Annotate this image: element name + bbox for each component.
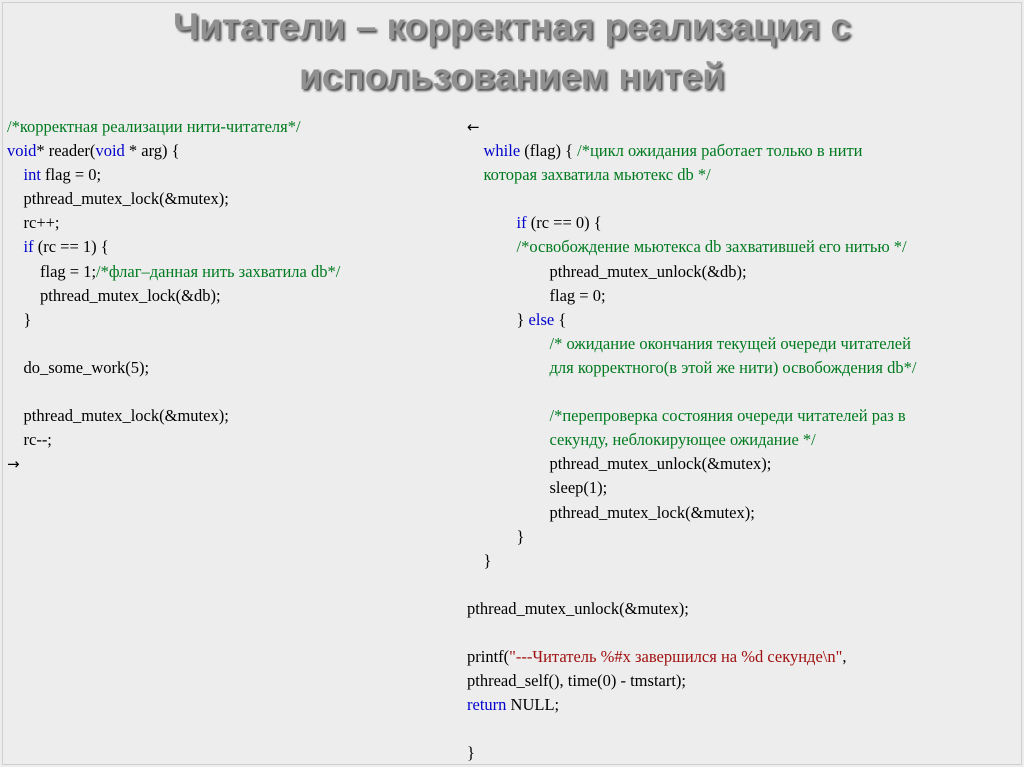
code-token: flag = 0; — [40, 165, 102, 185]
code-line — [467, 356, 916, 380]
code-line — [467, 741, 916, 765]
code-token: if — [23, 237, 34, 257]
code-token: (rc == 1) { — [33, 237, 109, 257]
code-line — [467, 525, 916, 549]
code-token: NULL; — [506, 695, 560, 715]
code-line — [467, 621, 916, 645]
slide-title-line-2: использованием нитей — [299, 56, 725, 97]
code-line — [467, 549, 916, 573]
code-token: , — [842, 647, 847, 667]
code-token — [7, 165, 24, 184]
code-line — [467, 139, 916, 163]
code-token: /*корректная реализации нити-читателя*/ — [7, 117, 301, 136]
code-token: pthread_mutex_lock(&mutex); — [7, 189, 229, 209]
code-token: while — [483, 141, 521, 161]
code-token — [7, 237, 24, 256]
code-token: для корректного(в этой же нити) освобождения db*/ — [467, 357, 917, 377]
code-line — [467, 404, 916, 428]
code-line — [467, 211, 916, 235]
code-line — [467, 501, 916, 525]
code-line — [467, 645, 916, 669]
code-token: } — [467, 526, 525, 546]
code-token: flag = 1; — [7, 261, 97, 281]
slide-title-line-1: Читатели – корректная реализация с — [173, 6, 851, 47]
code-line — [467, 452, 916, 476]
code-token: секунду, неблокирующее ожидание */ — [467, 430, 816, 450]
code-line — [467, 115, 916, 139]
code-line — [467, 669, 916, 693]
code-line — [7, 187, 340, 211]
code-line — [467, 163, 916, 187]
code-token: (rc == 0) { — [526, 213, 602, 233]
code-token: void — [7, 141, 37, 161]
code-token: return — [467, 695, 507, 715]
code-token: "---Читатель %#x завершился на %d секунде\n" — [509, 647, 843, 667]
code-token: (flag) { — [520, 141, 578, 161]
code-token: rc--; — [7, 430, 52, 450]
code-line — [7, 332, 340, 356]
code-token: { — [554, 309, 567, 329]
code-token: pthread_mutex_unlock(&db); — [467, 261, 747, 281]
code-token: int — [23, 165, 41, 185]
code-token: /*цикл ожидания работает только в нити — [577, 141, 863, 161]
code-token: pthread_mutex_unlock(&mutex); — [467, 454, 772, 474]
code-line — [7, 308, 340, 332]
code-token: /* ожидание окончания текущей очереди читателей — [467, 333, 911, 353]
code-token: * arg) { — [124, 141, 180, 161]
code-line — [467, 308, 916, 332]
code-token: rc++; — [7, 213, 60, 233]
code-line — [467, 284, 916, 308]
code-token: которая захватила мьютекс db */ — [467, 165, 711, 185]
code-line — [7, 211, 340, 235]
code-line — [7, 380, 340, 404]
code-line — [7, 284, 340, 308]
code-token — [467, 213, 517, 232]
code-token: pthread_mutex_unlock(&mutex); — [467, 598, 689, 618]
code-line — [467, 332, 916, 356]
code-token: /*флаг–данная нить захватила db*/ — [96, 261, 341, 281]
slide-title — [0, 2, 1024, 102]
code-line — [467, 260, 916, 284]
code-token: sleep(1); — [467, 478, 608, 498]
code-token: } — [467, 550, 492, 570]
code-token: flag = 0; — [467, 285, 606, 305]
left-code-column — [7, 115, 340, 476]
code-line — [7, 404, 340, 428]
right-code-column — [467, 115, 916, 766]
code-line — [7, 115, 340, 139]
code-token: printf( — [467, 647, 510, 667]
arrow-icon: ← — [467, 118, 480, 136]
code-token: } — [7, 309, 32, 329]
code-line — [7, 163, 340, 187]
code-token — [467, 141, 484, 160]
code-token: else — [528, 309, 555, 329]
code-token: pthread_mutex_lock(&mutex); — [7, 406, 229, 426]
code-token: } — [467, 743, 475, 763]
code-token: /*освобождение мьютекса db захватившей его нитью */ — [467, 237, 907, 257]
code-line — [467, 717, 916, 741]
code-line — [467, 428, 916, 452]
code-line — [467, 476, 916, 500]
code-token: if — [516, 213, 527, 233]
code-token: do_some_work(5); — [7, 357, 150, 377]
code-line — [7, 139, 340, 163]
code-token: pthread_self(), time(0) - tmstart); — [467, 671, 687, 691]
code-token: } — [467, 309, 529, 329]
code-line — [7, 356, 340, 380]
code-line — [467, 187, 916, 211]
code-line — [467, 597, 916, 621]
code-token: * reader( — [36, 141, 96, 161]
code-line — [7, 428, 340, 452]
code-token: pthread_mutex_lock(&db); — [7, 285, 221, 305]
code-line — [7, 452, 340, 476]
code-line — [467, 573, 916, 597]
code-line — [467, 235, 916, 259]
code-line — [467, 380, 916, 404]
code-token: pthread_mutex_lock(&mutex); — [467, 502, 755, 522]
code-line — [7, 235, 340, 259]
code-token: /*перепроверка состояния очереди читателей раз в — [467, 406, 906, 426]
code-line — [467, 693, 916, 717]
arrow-icon: → — [7, 455, 20, 474]
code-line — [7, 260, 340, 284]
code-token: void — [95, 141, 125, 161]
